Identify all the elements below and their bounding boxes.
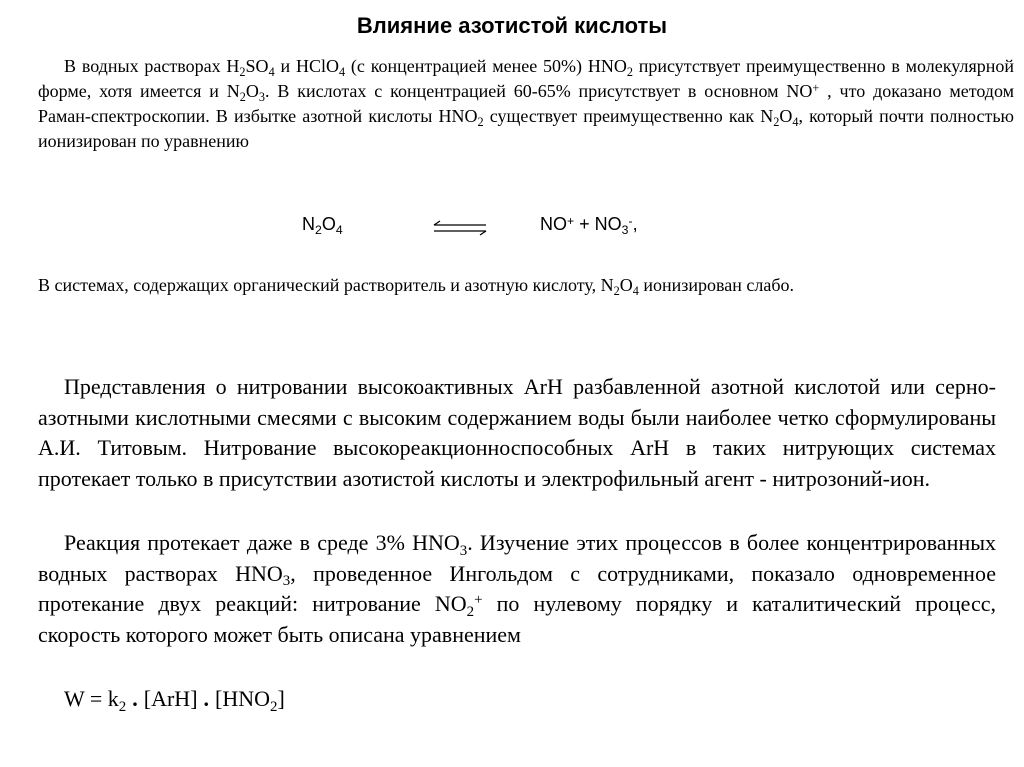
text: [HNO bbox=[215, 686, 271, 711]
text: SO bbox=[245, 56, 269, 76]
text: O bbox=[619, 275, 633, 295]
text: ] bbox=[277, 686, 285, 711]
text: . В кислотах с концентрацией 60-65% присутствует в основном NO bbox=[264, 81, 813, 101]
text: , bbox=[632, 214, 638, 234]
superscript: + bbox=[812, 80, 820, 95]
subscript: 2 bbox=[613, 283, 620, 298]
text: В водных растворах H bbox=[64, 56, 240, 76]
text: O bbox=[779, 106, 793, 126]
text: N bbox=[302, 214, 315, 234]
subscript: 2 bbox=[118, 698, 127, 715]
superscript: + bbox=[474, 592, 483, 609]
paragraph-nitrous-acid-forms bbox=[38, 54, 1014, 154]
paragraph-ingold-reaction bbox=[38, 528, 996, 650]
slide-title: Влияние азотистой кислоты bbox=[356, 13, 668, 38]
subscript: 3 bbox=[621, 222, 629, 237]
subscript: 4 bbox=[268, 64, 275, 79]
subscript: 3 bbox=[258, 89, 265, 104]
text: по нулевому порядку и каталитический процесс, скорость которого может быть описана уравнением bbox=[38, 591, 996, 647]
text: O bbox=[321, 214, 336, 234]
equilibrium-arrows-icon bbox=[432, 220, 488, 236]
text: и HClO bbox=[274, 56, 339, 76]
superscript: - bbox=[628, 213, 633, 228]
paragraph-titov-nitration bbox=[38, 372, 996, 494]
multiplication-dot: . bbox=[203, 686, 210, 711]
text: [ArH] bbox=[143, 686, 198, 711]
text: W = k bbox=[64, 686, 119, 711]
subscript: 2 bbox=[773, 114, 780, 129]
text: . Изучение этих процессов в более концентрированных водных растворах HNO bbox=[38, 530, 997, 586]
subscript: 3 bbox=[459, 542, 468, 559]
text: , что доказано методом Раман-спектроскопии. В избытке азотной кислоты HNO bbox=[38, 81, 1015, 126]
subscript: 2 bbox=[477, 114, 484, 129]
subscript: 2 bbox=[270, 698, 278, 715]
rate-equation bbox=[64, 684, 285, 714]
equation-right-side bbox=[540, 212, 638, 236]
text: O bbox=[245, 81, 259, 101]
text: Реакция протекает даже в среде 3% HNO bbox=[64, 530, 460, 555]
subscript: 2 bbox=[315, 222, 322, 237]
subscript: 2 bbox=[626, 64, 633, 79]
text: Представления о нитровании высокоактивных ArH разбавленной азотной кислотой или серно-азотными кислотными смесями с высоким содержанием воды были наиболее четко сформулированы А.И. Титовым. Нитрование высокореакционноспособных ArH в таких нитрующих системах протекает только в присутствии азотистой кислоты и электрофильный агент - нитрозоний-ион. bbox=[38, 374, 996, 491]
paragraph-organic-solvent bbox=[38, 272, 998, 298]
text: В системах, содержащих органический растворитель и азотную кислоту, N bbox=[38, 275, 614, 295]
text: существует преимущественно как N bbox=[483, 106, 774, 126]
equation-left-side bbox=[302, 212, 343, 236]
superscript: + bbox=[567, 213, 575, 228]
subscript: 2 bbox=[239, 89, 246, 104]
subscript: 4 bbox=[792, 114, 799, 129]
multiplication-dot: . bbox=[132, 686, 138, 711]
text: , проведенное Ингольдом с сотрудниками, показало одновременное протекание двух реакций: нитрование NO bbox=[38, 560, 996, 616]
text: (с концентрацией менее 50%) HNO bbox=[345, 56, 627, 76]
subscript: 4 bbox=[632, 283, 639, 298]
subscript: 3 bbox=[282, 573, 291, 590]
text: + NO bbox=[574, 214, 622, 234]
subscript: 4 bbox=[338, 64, 346, 79]
subscript: 2 bbox=[239, 64, 246, 79]
subscript: 4 bbox=[335, 222, 343, 237]
ionization-equation bbox=[0, 212, 1024, 242]
text: присутствует преимущественно в молекулярной форме, хотя имеется и N bbox=[38, 56, 1014, 101]
subscript: 2 bbox=[466, 603, 475, 620]
text: , который почти полностью ионизирован по уравнению bbox=[38, 106, 1014, 151]
text: ионизирован слабо. bbox=[638, 275, 794, 295]
text: NO bbox=[540, 214, 567, 234]
